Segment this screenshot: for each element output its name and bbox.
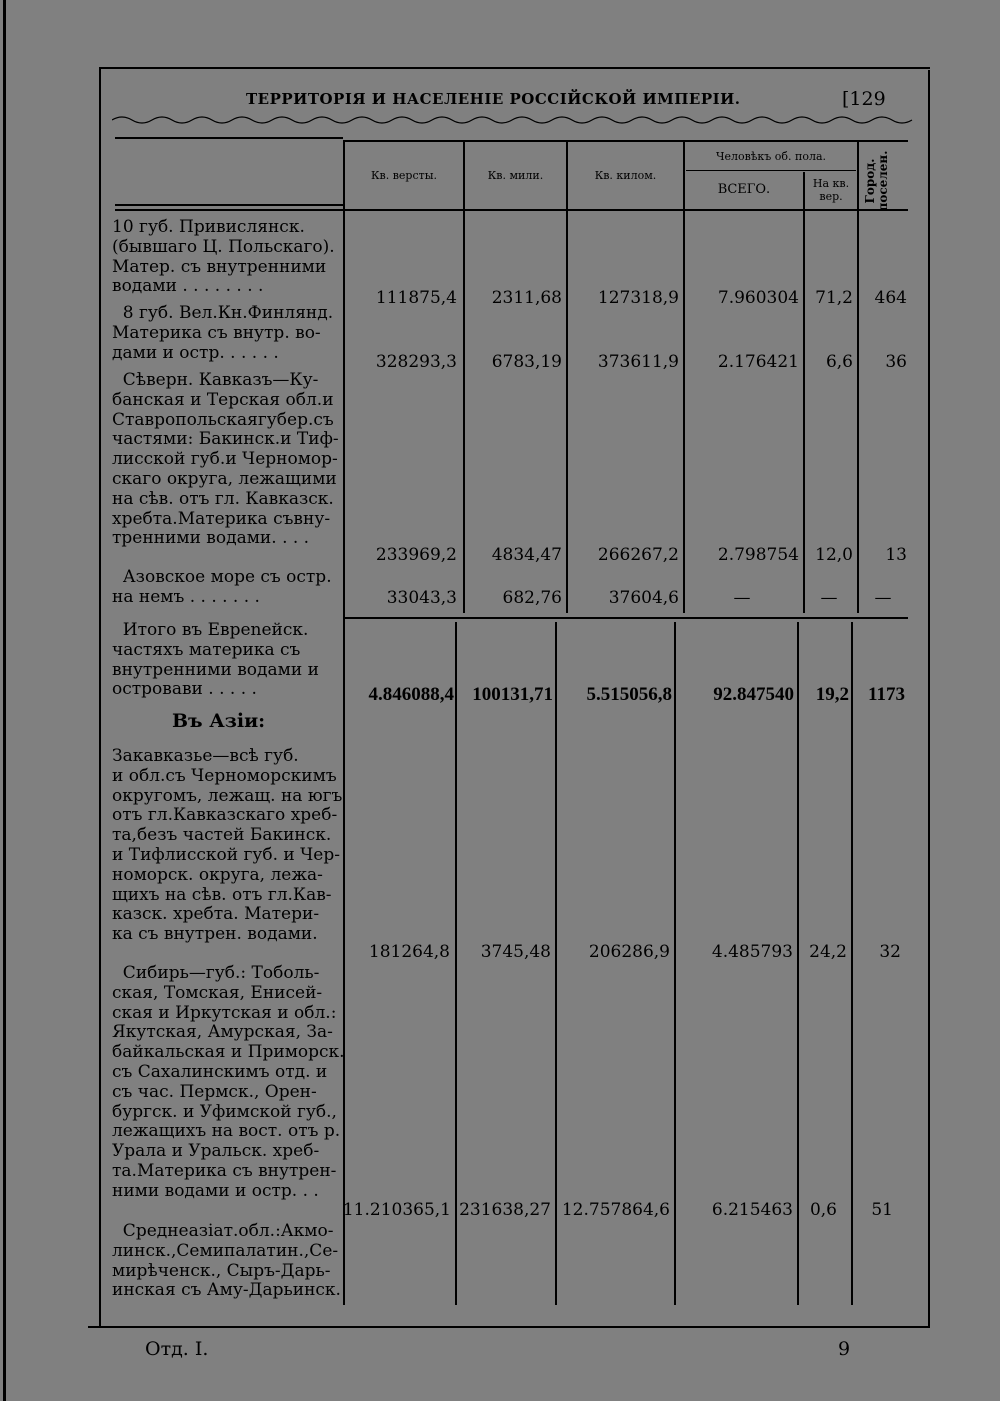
col-header-kv-kilom: Кв. килом. — [594, 169, 657, 182]
cell-kv-mili: 231638,27 — [459, 1200, 551, 1220]
cell-na-kv-ver: 0,6 — [809, 1200, 837, 1220]
cell-vsego-total: 92.847540 — [713, 684, 794, 705]
table-head-rule-right — [345, 140, 908, 142]
section-heading-asia: Въ Азіи: — [172, 710, 266, 732]
row-label-finlyand: 8 губ. Вел.Кн.Финлянд. Материка съ внутр. во- дами и остр. . . . . . — [112, 303, 334, 363]
cell-kv-versty: 181264,8 — [368, 942, 450, 962]
page-left-edge — [3, 0, 6, 1401]
chelovek-underline — [686, 170, 856, 171]
europe-total-rule — [343, 617, 908, 619]
cell-gorod: 32 — [879, 942, 901, 962]
row-label-sredneaziat: Среднеазіат.обл.:Акмо- линск.,Семипалатин.,Се- мирѣченск., Сыръ-Дарь- инская съ Аму-Дарьинск. — [112, 1221, 341, 1301]
cell-na-kv-ver-total: 19,2 — [815, 684, 849, 705]
row-label-azov: Азовское море съ остр. на немъ . . . . . . . — [112, 567, 332, 607]
cell-kv-versty: 233969,2 — [375, 545, 457, 565]
cell-kv-versty: 328293,3 — [375, 352, 457, 372]
cell-kv-kilom-total: 5.515056,8 — [586, 684, 672, 705]
row-label-privislyansk: 10 губ. Привислянск. (бывшаго Ц. Польскаго). Матер. съ внутренними водами . . . . . . . . — [112, 217, 335, 297]
footer-section-label: Отд. I. — [145, 1338, 209, 1360]
col-rule-6 — [857, 140, 859, 613]
decorative-wavy-rule — [112, 112, 917, 126]
cell-vsego: 4.485793 — [711, 942, 793, 962]
cell-gorod: 464 — [874, 288, 907, 308]
col-header-vsego: ВСЕГО. — [717, 182, 771, 197]
cell-na-kv-ver: — — [820, 588, 838, 608]
col-header-chelovek: Человѣкъ об. пола. — [715, 150, 827, 163]
row-label-sibir: Сибирь—губ.: Тоболь- ская, Томская, Енисей- ская и Иркутская и обл.: Якутская, Амурская, За- байкальская и Приморск. съ Сахалинскимъ отд. и съ час. Пермск., Орен- бургск. и Уфимской губ., лежащихъ на вост. отъ р. Урала и Уральск. хреб- та.Материка съ внутрен- ними водами и остр. . . — [112, 963, 345, 1201]
frame-bottom — [88, 1326, 930, 1328]
cell-vsego: 6.215463 — [711, 1200, 793, 1220]
table-head-bottom-2 — [115, 209, 908, 211]
col-header-na-kv-ver: На кв. вер. — [812, 177, 850, 203]
cell-kv-versty-total: 4.846088,4 — [368, 684, 454, 705]
row-label-itogo-europe: Итого въ Евреnейск. частяхъ материка съ внутренними водами и островави . . . . . — [112, 620, 319, 700]
table-head-rule-left — [115, 137, 343, 139]
col-rule-4 — [683, 140, 685, 613]
cell-kv-kilom: 127318,9 — [597, 288, 679, 308]
cell-gorod: 51 — [871, 1200, 893, 1220]
cell-kv-mili: 3745,48 — [480, 942, 551, 962]
cell-kv-mili: 2311,68 — [491, 288, 562, 308]
footer-signature-mark: 9 — [838, 1338, 851, 1360]
cell-kv-kilom: 373611,9 — [597, 352, 679, 372]
col-header-gorod-poselen: Город. поселен. — [863, 150, 890, 212]
row-label-sev-kavkaz: Сѣверн. Кавказъ—Ку- банская и Терская обл.и Ставропольскаягубер.съ частями: Бакинск.и Тиф- лисской губ.и Черномор- скаго округа, лежащими на сѣв. отъ гл. Кавказск. хребта.Материка съвну- тренними водами. . . . — [112, 370, 339, 549]
cell-na-kv-ver: 24,2 — [809, 942, 847, 962]
cell-vsego: 2.176421 — [717, 352, 799, 372]
row-label-zakavkazye: Закавказье—всѣ губ. и обл.съ Черноморскимъ округомъ, лежащ. на югъ отъ гл.Кавказскаго хреб- та,безъ частей Бакинск. и Тифлисской губ. и Чер- номорск. округа, лежа- щихъ на сѣв. отъ гл.Кав- казск. хребта. Матери- ка съ внутрен. водами. — [112, 746, 343, 945]
cell-kv-kilom: 206286,9 — [588, 942, 670, 962]
col-header-kv-mili: Кв. мили. — [487, 169, 544, 182]
frame-left — [99, 68, 101, 1328]
cell-gorod: 13 — [885, 545, 907, 565]
cell-na-kv-ver: 6,6 — [825, 352, 853, 372]
cell-na-kv-ver: 12,0 — [815, 545, 853, 565]
table-head-bottom-1 — [115, 204, 343, 206]
cell-kv-kilom: 37604,6 — [608, 588, 679, 608]
cell-kv-versty: 111875,4 — [375, 288, 457, 308]
frame-top — [99, 67, 930, 69]
frame-right — [928, 70, 930, 1328]
cell-vsego: — — [733, 588, 751, 608]
cell-kv-kilom: 266267,2 — [597, 545, 679, 565]
col-rule-3 — [566, 140, 568, 613]
cell-kv-mili: 6783,19 — [491, 352, 562, 372]
page-title: ТЕРРИТОРІЯ И НАСЕЛЕНІЕ РОССІЙСКОЙ ИМПЕРІИ. — [246, 90, 741, 108]
cell-gorod-total: 1173 — [868, 684, 905, 705]
cell-gorod: 36 — [885, 352, 907, 372]
cell-kv-mili: 682,76 — [502, 588, 562, 608]
cell-na-kv-ver: 71,2 — [815, 288, 853, 308]
page-number: [129 — [842, 88, 886, 110]
cell-kv-mili: 4834,47 — [491, 545, 562, 565]
col-rule-2 — [463, 140, 465, 613]
cell-vsego: 7.960304 — [717, 288, 799, 308]
cell-kv-mili-total: 100131,71 — [472, 684, 553, 705]
cell-kv-kilom: 12.757864,6 — [561, 1200, 670, 1220]
cell-kv-versty: 11.210365,1 — [342, 1200, 451, 1220]
cell-gorod: — — [874, 588, 892, 608]
cell-kv-versty: 33043,3 — [386, 588, 457, 608]
col-header-kv-versty: Кв. версты. — [371, 169, 437, 182]
cell-vsego: 2.798754 — [717, 545, 799, 565]
